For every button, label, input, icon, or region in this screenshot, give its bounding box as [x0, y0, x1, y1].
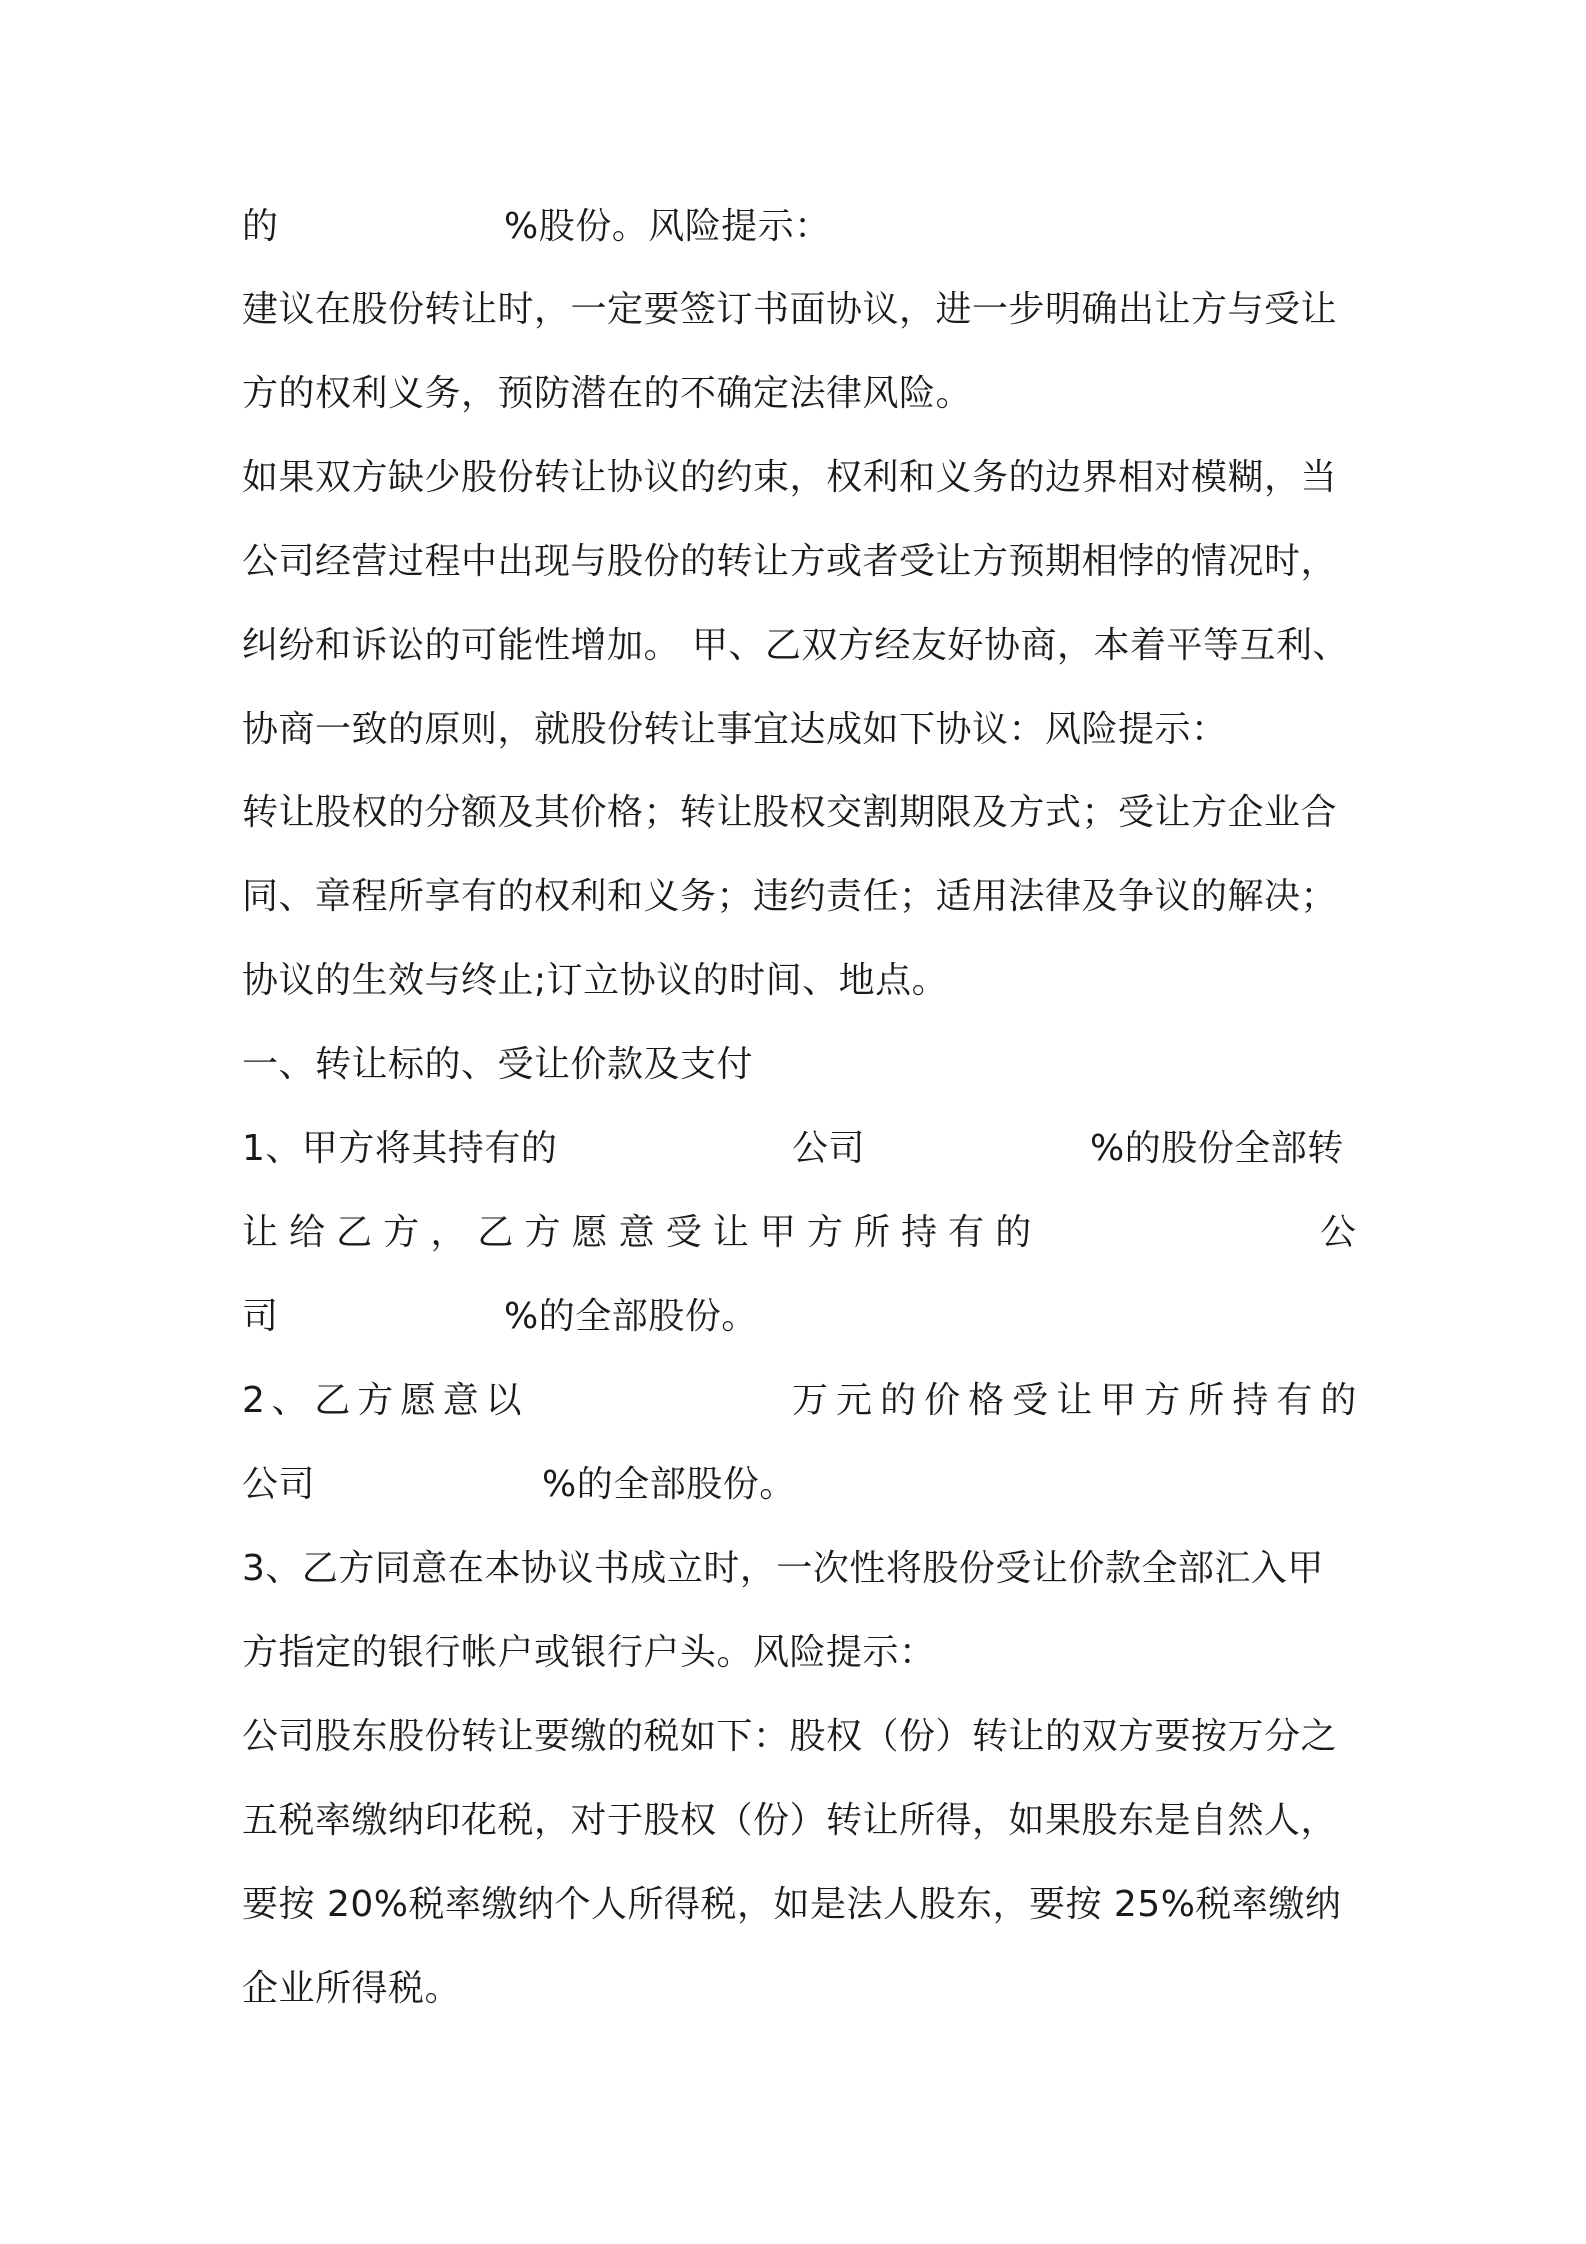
char: 愿 — [571, 1212, 609, 1253]
text-line-8: 转让股权的分额及其价格；转让股权交割期限及方式；受让方企业合 — [242, 792, 1338, 833]
section-heading: 一、转让标的、受让价款及支付 — [242, 1044, 754, 1085]
spaced-text — [792, 1366, 1357, 1436]
text-fragment: 1、甲方将其持有的 — [242, 1128, 558, 1169]
char: 以 — [485, 1380, 522, 1421]
text-line-21: 要按 20%税率缴纳个人所得税，如是法人股东，要按 25%税率缴纳 — [242, 1884, 1342, 1925]
text-line-5: 公司经营过程中出现与股份的转让方或者受让方预期相悖的情况时， — [242, 541, 1338, 582]
char: 有 — [1276, 1380, 1313, 1421]
char: 让 — [1056, 1380, 1093, 1421]
text-line-4: 如果双方缺少股份转让协议的约束，权利和义务的边界相对模糊，当 — [242, 457, 1338, 498]
text-line-2: 建议在股份转让时，一定要签订书面协议，进一步明确出让方与受让 — [242, 289, 1338, 330]
text-line-20: 五税率缴纳印花税，对于股权（份）转让所得，如果股东是自然人， — [242, 1800, 1338, 1841]
char: 元 — [836, 1380, 873, 1421]
text-line-6: 纠纷和诉讼的可能性增加。 甲、乙双方经友好协商，本着平等互利、 — [242, 625, 1349, 666]
char: 所 — [1188, 1380, 1225, 1421]
char: 格 — [968, 1380, 1005, 1421]
char: 、 — [271, 1380, 309, 1421]
spaced-text — [242, 1198, 1032, 1268]
char: 方 — [524, 1212, 561, 1253]
char: 给 — [289, 1212, 326, 1253]
char: 的 — [880, 1380, 917, 1421]
text-fragment: 公司 — [242, 1464, 316, 1505]
char: 甲 — [1100, 1380, 1137, 1421]
text-line-9: 同、章程所享有的权利和义务；违约责任；适用法律及争议的解决； — [242, 876, 1338, 917]
char: 有 — [948, 1212, 985, 1253]
text-line-3: 方的权利义务，预防潜在的不确定法律风险。 — [242, 373, 973, 414]
text-fragment: 司 — [242, 1296, 279, 1337]
text-line-1 — [242, 192, 1357, 262]
char: 让 — [712, 1212, 750, 1253]
char: 甲 — [759, 1212, 797, 1253]
text-line-19: 公司股东股份转让要缴的税如下：股权（份）转让的双方要按万分之 — [242, 1716, 1338, 1757]
item-2-line-1 — [242, 1366, 1357, 1436]
spaced-text — [242, 1366, 522, 1436]
text-fragment: %的全部股份。 — [504, 1296, 758, 1337]
char: 持 — [901, 1212, 938, 1253]
char: 受 — [665, 1212, 703, 1253]
char: 的 — [1320, 1380, 1357, 1421]
text-fragment: 公司 — [792, 1128, 866, 1169]
char: 意 — [618, 1212, 656, 1253]
char: 方 — [1144, 1380, 1181, 1421]
text-line-17: 3、乙方同意在本协议书成立时，一次性将股份受让价款全部汇入甲 — [242, 1548, 1324, 1589]
text-fragment: %股份。风险提示： — [504, 206, 831, 247]
char: 持 — [1232, 1380, 1269, 1421]
char: 2 — [242, 1380, 266, 1421]
char: 万 — [792, 1380, 829, 1421]
char: 受 — [1012, 1380, 1049, 1421]
char: 让 — [242, 1212, 279, 1253]
text-line-22: 企业所得税。 — [242, 1968, 462, 2009]
text-line-7: 协商一致的原则，就股份转让事宜达成如下协议：风险提示： — [242, 709, 1228, 750]
char: 方 — [806, 1212, 844, 1253]
char: 愿 — [399, 1380, 437, 1421]
text-fragment: %的股份全部转 — [1090, 1128, 1344, 1169]
text-fragment: 的 — [242, 206, 279, 247]
char: 方 — [357, 1380, 394, 1421]
item-1-line-2 — [242, 1198, 1357, 1268]
char: 方 — [383, 1212, 420, 1253]
text-line-18: 方指定的银行帐户或银行户头。风险提示： — [242, 1632, 936, 1673]
char: 乙 — [336, 1212, 373, 1253]
char: 乙 — [314, 1380, 351, 1421]
char: 所 — [854, 1212, 891, 1253]
text-line-10: 协议的生效与终止;订立协议的时间、地点。 — [242, 960, 949, 1001]
char: 意 — [442, 1380, 480, 1421]
char: 乙 — [477, 1212, 514, 1253]
text-fragment: %的全部股份。 — [542, 1464, 796, 1505]
item-1-line-1 — [242, 1114, 1357, 1184]
item-2-line-2 — [242, 1450, 1357, 1520]
item-1-line-3 — [242, 1282, 1357, 1352]
char: 的 — [995, 1212, 1032, 1253]
char: 价 — [924, 1380, 961, 1421]
text-fragment: 公 — [1320, 1212, 1357, 1253]
char: ， — [430, 1212, 467, 1253]
